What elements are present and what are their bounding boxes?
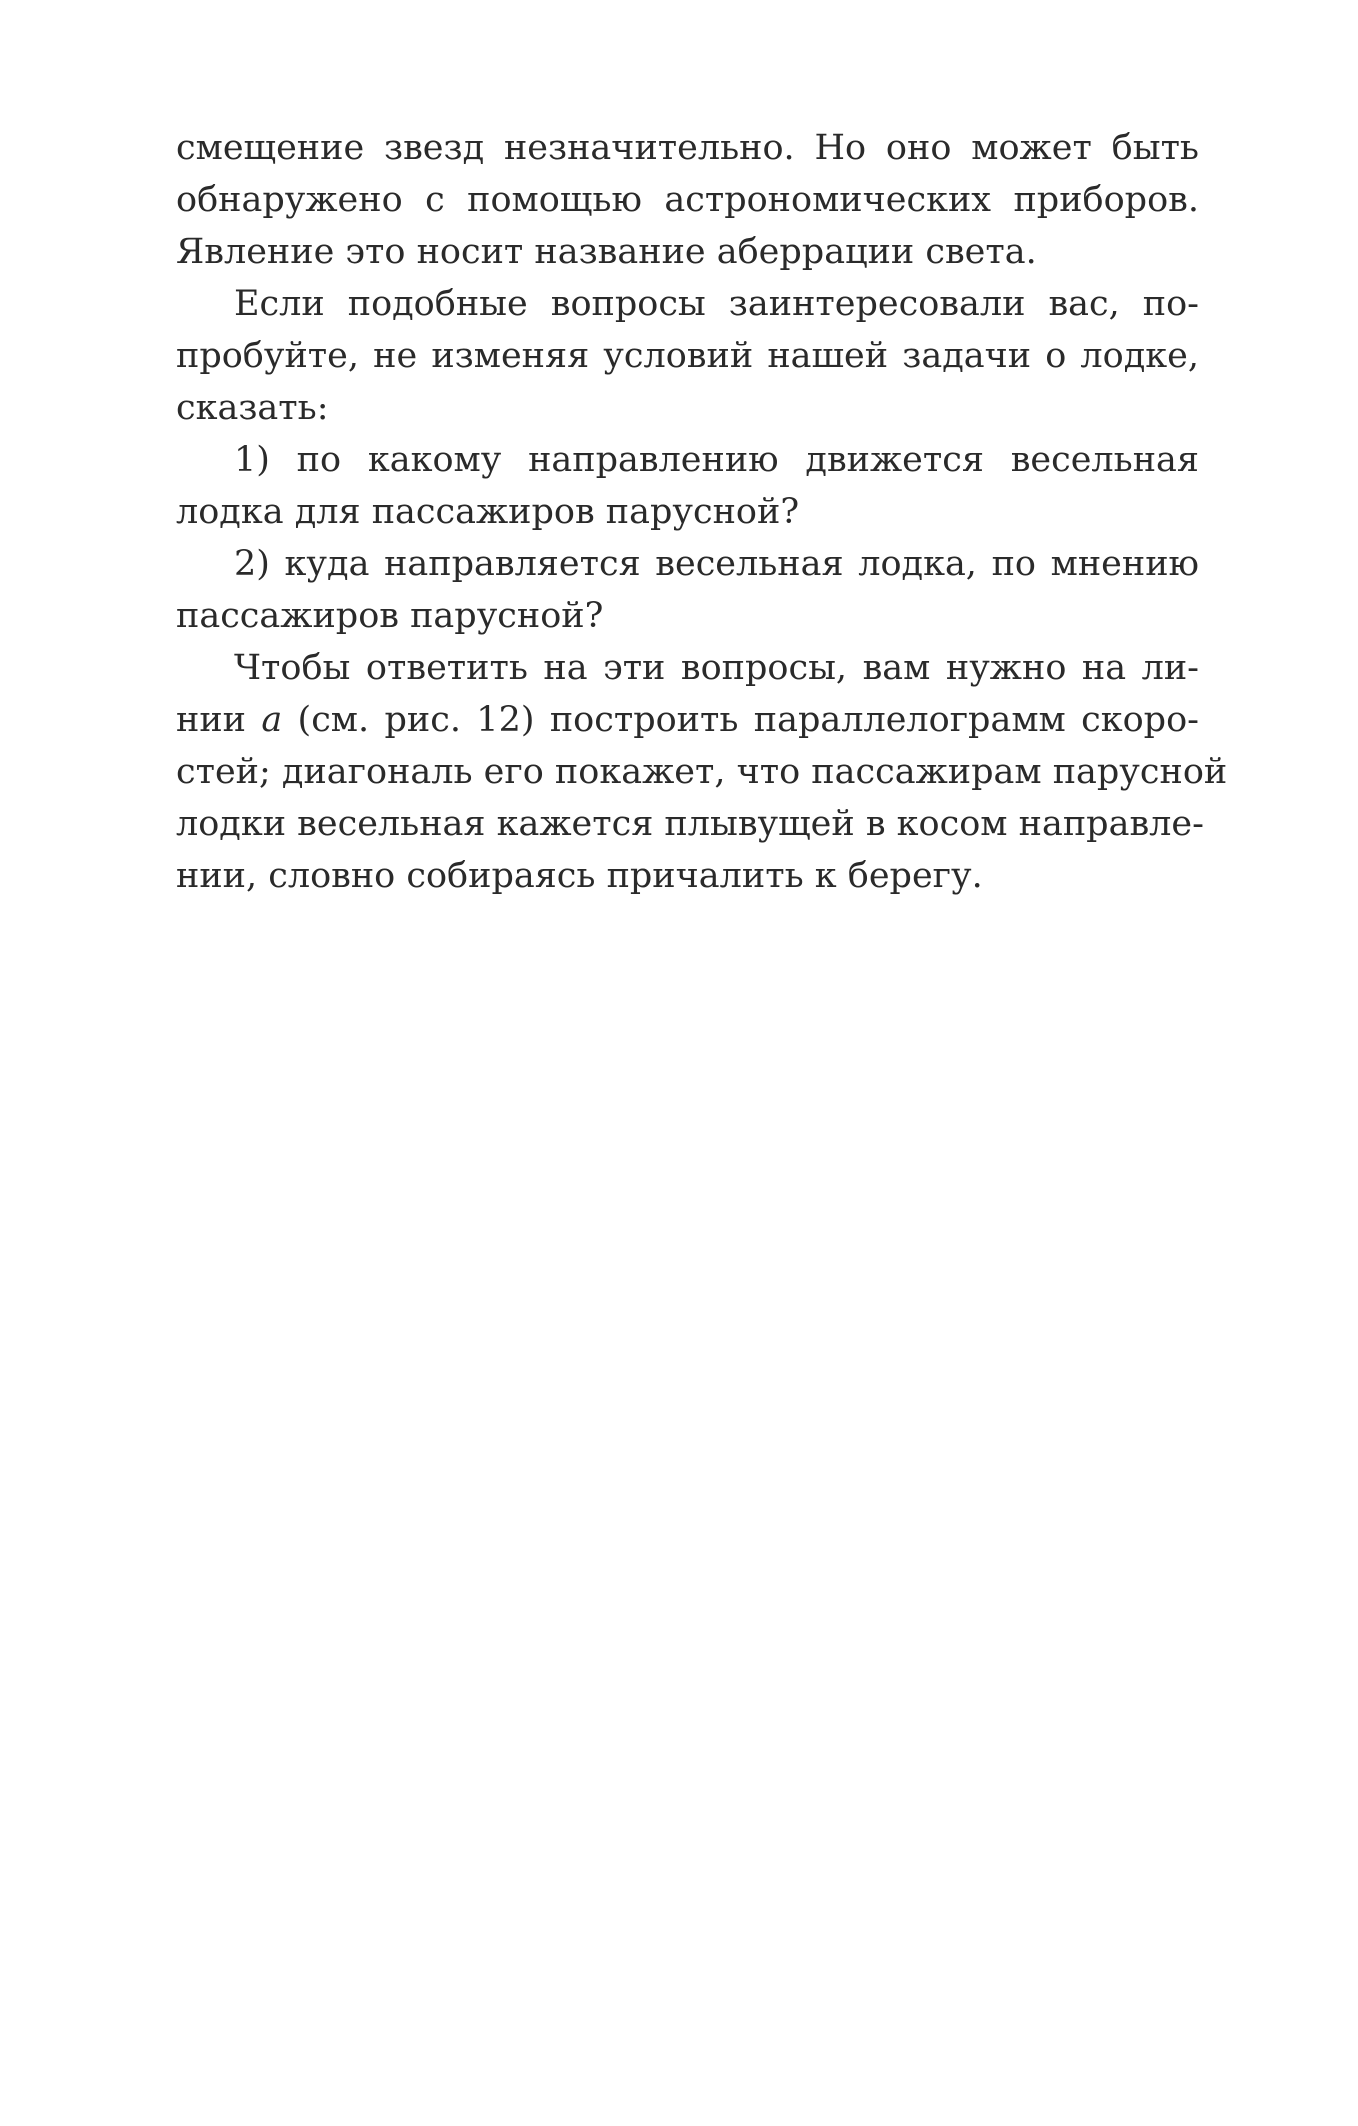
text-line: пробуйте, не изменяя условий нашей задачи о лодке, <box>176 336 1199 376</box>
text-line: Если подобные вопросы заинтересовали вас, по- <box>234 284 1199 324</box>
paragraph-questions-intro <box>176 278 1199 434</box>
text-line: Чтобы ответить на эти вопросы, вам нужно на ли- <box>234 648 1199 688</box>
text-line: лодки весельная кажется плывущей в косом направле- <box>176 804 1204 844</box>
line-label-a: a <box>261 700 283 740</box>
paragraph-question-2 <box>176 538 1199 642</box>
text-line: лодка для пассажиров парусной? <box>176 492 800 532</box>
text-line: обнаружено с помощью астрономических приборов. <box>176 180 1199 220</box>
text-line-with-italic <box>176 694 1199 746</box>
paragraph-answer <box>176 642 1228 902</box>
text-fragment: (см. рис. 12) построить параллелограмм скоро- <box>297 700 1199 740</box>
paragraph-question-1 <box>176 434 1199 538</box>
text-line: смещение звезд незначительно. Но оно может быть <box>176 128 1199 168</box>
text-line: 1) по какому направлению движется весельная <box>234 440 1199 480</box>
paragraph-aberration <box>176 122 1199 278</box>
text-fragment: нии <box>176 700 246 740</box>
body-text <box>176 122 1228 902</box>
text-line: Явление это носит название аберрации света. <box>176 232 1037 272</box>
text-line: нии, словно собираясь причалить к берегу. <box>176 856 983 896</box>
text-line: сказать: <box>176 388 329 428</box>
text-line: 2) куда направляется весельная лодка, по мнению <box>234 544 1199 584</box>
text-line: пассажиров парусной? <box>176 596 604 636</box>
text-line: стей; диагональ его покажет, что пассажирам парусной <box>176 752 1228 792</box>
